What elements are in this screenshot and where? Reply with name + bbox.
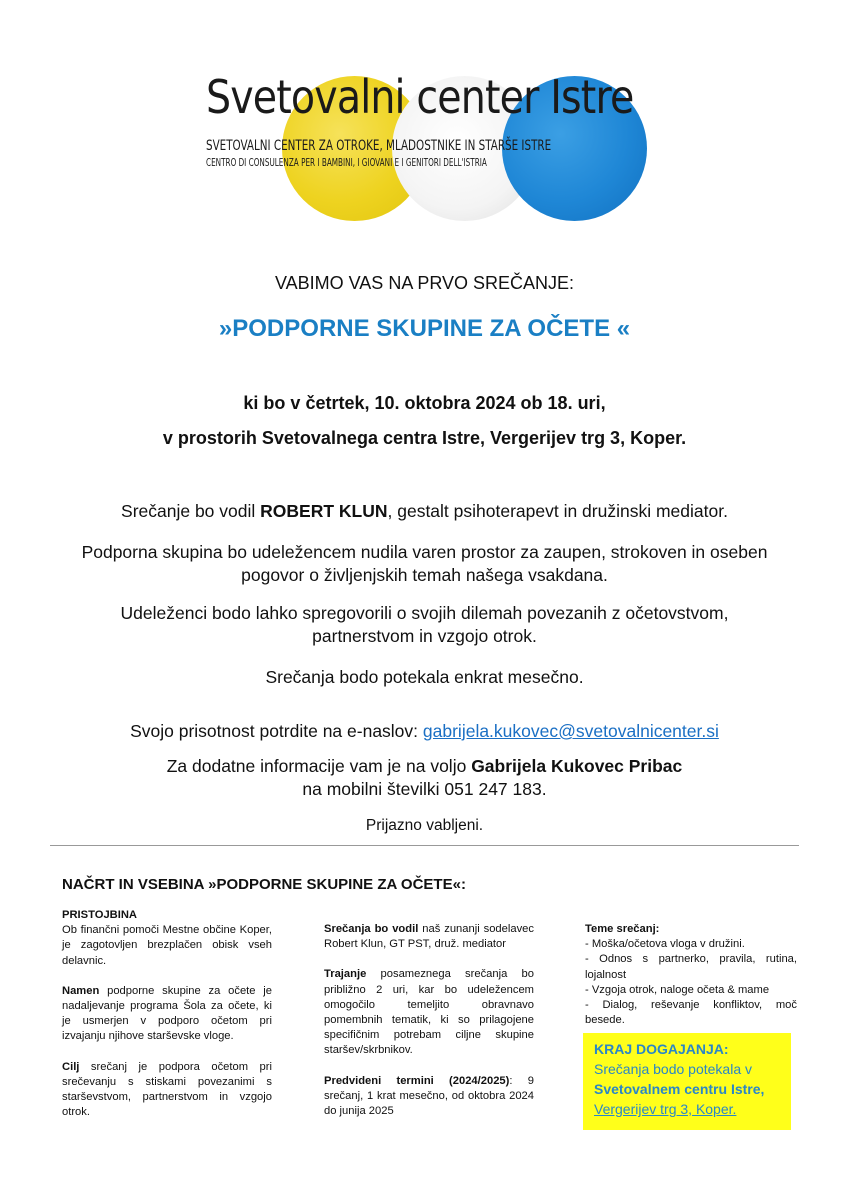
fee-text: Ob finančni pomoči Mestne občine Koper, je zagotovljen brezplačen obisk vseh delavnic. [62,924,272,967]
logo-subtitle-sl: SVETOVALNI CENTER ZA OTROKE, MLADOSTNIKE IN STARŠE ISTRE [206,138,552,154]
info-paragraph: Za dodatne informacije vam je na voljo Gabrijela Kukovec Pribac na mobilni številki 051 247 183. [166,756,683,799]
logo-subtitle-it: CENTRO DI CONSULENZA PER I BAMBINI, I GIOVANI E I GENITORI DELL'ISTRIA [206,156,487,169]
led-by-text: Srečanja bo vodil naš zunanji sodelavec Robert Klun, GT PST, druž. mediator [324,923,534,951]
topics-heading: Teme srečanj: [585,923,660,935]
leader-paragraph: Srečanje bo vodil ROBERT KLUN, gestalt psihoterapevt in družinski mediator. [121,501,728,521]
contact-name: Gabrijela Kukovec Pribac [471,756,683,776]
leader-name: ROBERT KLUN [260,501,388,521]
topic-item: - Moška/očetova vloga v družini. [585,938,745,951]
venue-heading: KRAJ DOGAJANJA: [594,1041,729,1057]
event-date: ki bo v četrtek, 10. oktobra 2024 ob 18. uri, [243,393,606,413]
venue-name: Svetovalnem centru Istre, [594,1081,765,1097]
venue-address: Vergerijev trg 3, Koper. [594,1101,737,1117]
duration-text: Trajanje posameznega srečanja bo približno 2 uri, kar bo udeležencem omogočilo temeljito obravnavo pomembnih tematik, ki so prilagojene specifičnim potrebam ciljne skupine staršev/skrbnikov. [324,968,534,1057]
plan-title: NAČRT IN VSEBINA »PODPORNE SKUPINE ZA OČETE«: [62,876,466,893]
topic-item: - Odnos s partnerko, pravila, rutina, lojalnost [585,953,797,981]
monthly-paragraph: Srečanja bodo potekala enkrat mesečno. [265,667,584,687]
venue-line: Srečanja bodo potekala v [594,1061,752,1077]
invite-text: VABIMO VAS NA PRVO SREČANJE: [274,273,575,293]
email-link[interactable]: gabrijela.kukovec@svetovalnicenter.si [422,721,719,741]
logo-title: Svetovalni center Istre [206,70,634,124]
greeting: Prijazno vabljeni. [365,817,484,834]
confirm-paragraph: Svojo prisotnost potrdite na e-naslov: gabrijela.kukovec@svetovalnicenter.si [130,721,719,741]
column-topics [585,922,797,1028]
topic-item: - Vzgoja otrok, naloge očeta & mame [585,983,770,996]
phone-line: na mobilni številki 051 247 183. [302,779,547,799]
goal-text: Cilj srečanj je podpora očetom pri srečevanju s stiskami povezanimi s starševstvom, partnerstvom in vzgojo otrok. [62,1060,272,1119]
event-location: v prostorih Svetovalnega centra Istre, Vergerijev trg 3, Koper. [162,428,687,448]
topic-item: - Dialog, reševanje konfliktov, moč besede. [585,999,797,1027]
terms-text: Predvideni termini (2024/2025): 9 srečanj, 1 krat mesečno, od oktobra 2024 do junija 2025 [324,1074,534,1118]
logo [0,0,849,240]
divider [50,845,799,846]
purpose-text: Namen podporne skupine za očete je nadaljevanje programa Šola za očete, ki je usmerjen v podporo očetom pri izvajanju njihove starševske vloge. [62,984,272,1043]
dilemmas-paragraph: Udeleženci bodo lahko spregovorili o svojih dilemah povezanih z očetovstvom, partnerstvom in vzgojo otrok. [120,603,729,646]
headline: »PODPORNE SKUPINE ZA OČETE « [218,315,631,342]
venue-box [583,1033,791,1130]
column-organisation [324,922,534,1119]
column-fee-purpose [62,908,272,1120]
space-paragraph: Podporna skupina bo udeležencem nudila varen prostor za zaupen, strokoven in oseben pogovor o življenjskih temah našega vsakdana. [81,542,768,585]
fee-heading: PRISTOJBINA [62,909,138,921]
